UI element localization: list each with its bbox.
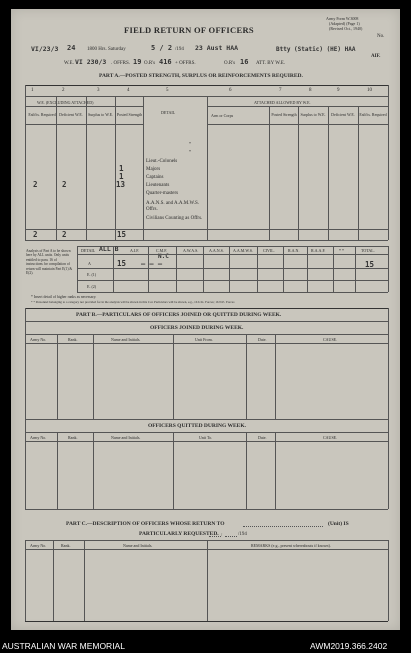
partc-hdr-remarks: REMARKS (e.g., present whereabouts if known). bbox=[251, 543, 331, 548]
joined-title: OFFICERS JOINED DURING WEEK. bbox=[150, 325, 244, 331]
joined-hdr-date: Date. bbox=[258, 337, 267, 342]
analysis-aif-value: 15 bbox=[117, 259, 127, 268]
row-estb-value: 2 bbox=[33, 180, 38, 189]
footer-credit: AUSTRALIAN WAR MEMORIAL bbox=[2, 641, 125, 651]
analysis-row-e2: E. (2) bbox=[87, 284, 97, 289]
ors-label: O.R's bbox=[144, 61, 156, 66]
detail-asterisk-1: * bbox=[189, 141, 191, 146]
unit-prefix-hand: 24 bbox=[67, 44, 76, 52]
col-num-9: 9 bbox=[337, 88, 340, 93]
total-bottom-rule bbox=[25, 240, 388, 241]
detail-aans: A.A.N.S. and A.A.M.W.S. Offrs. bbox=[146, 201, 200, 212]
hdr-deficient-left: Deficient W.E. bbox=[59, 112, 83, 117]
posted-majors: 1 bbox=[119, 164, 124, 173]
quitted-hdr-cause: CAUSE. bbox=[323, 435, 338, 440]
part-b-title: PART B.—PARTICULARS OF OFFICERS JOINED OR QUITTED DURING WEEK. bbox=[76, 312, 282, 318]
joined-hdr-name: Name and Initials. bbox=[111, 337, 141, 342]
part-c-title: PART C.—DESCRIPTION OF OFFICERS WHOSE RETURN TO bbox=[66, 521, 225, 527]
detail-lieutenants: Lieutenants bbox=[146, 183, 170, 188]
col-num-2: 2 bbox=[62, 88, 65, 93]
analysis-hdr-other: * * bbox=[339, 248, 344, 253]
we-label: W.E. bbox=[64, 61, 74, 66]
analysis-note: Analysis of Part A to be shown here by ALL units. Only units entitled to para. 16 of instructions for compilation of return will maintain Part E(1) & E(2). bbox=[26, 249, 73, 276]
analysis-row-a: A bbox=[88, 261, 91, 266]
detail-majors: Majors bbox=[146, 167, 161, 172]
analysis-hdr-ran: R.A.N. bbox=[288, 248, 300, 253]
col-num-8: 8 bbox=[309, 88, 312, 93]
att-label: ATT. BY W.E. bbox=[256, 61, 286, 66]
hdr-posted-left: Posted Strength bbox=[116, 112, 143, 117]
col-num-6: 6 bbox=[229, 88, 232, 93]
hdr-estb-left: Estb'ts. Required bbox=[28, 112, 56, 117]
analysis-cmf-hand: N.C bbox=[158, 253, 169, 260]
group-left-header: W.E. (EXCLUDING ATTACHED) bbox=[37, 100, 94, 105]
detail-asterisk-2: * bbox=[189, 149, 191, 154]
analysis-hdr-cmf: C.M.F. bbox=[156, 248, 168, 253]
quitted-hdr-armyno: Army No. bbox=[30, 435, 47, 440]
total-estb-value: 2 bbox=[33, 230, 38, 239]
quitted-title: OFFICERS QUITTED DURING WEEK. bbox=[148, 423, 246, 429]
form-ref-1: Army Form W.3008 bbox=[326, 16, 359, 21]
col-num-7: 7 bbox=[279, 88, 282, 93]
posted-lieutenants: 13 bbox=[116, 180, 126, 189]
part-a-top-rule bbox=[25, 85, 388, 86]
hdr-deficient-right: Deficient W.E. bbox=[331, 112, 355, 117]
part-a-title: PART A.—POSTED STRENGTH, SURPLUS OR REINFORCEMENTS REQUIRED. bbox=[99, 73, 303, 79]
partc-hdr-rank: Rank. bbox=[61, 543, 71, 548]
hdr-surplus-right: Surplus to W.E. bbox=[300, 112, 326, 117]
quitted-hdr-name: Name and Initials. bbox=[111, 435, 141, 440]
analysis-hdr-total: TOTAL. bbox=[361, 248, 375, 253]
analysis-header-rule bbox=[77, 254, 388, 255]
group-right-header: ATTACHED ALLOWED BY W.E. bbox=[254, 100, 311, 105]
hdr-surplus-left: Surplus to W.E. bbox=[87, 112, 114, 117]
footer-accession: AWM2019.366.2402 bbox=[310, 641, 388, 651]
form-ref-3: (Revised Oct., 1940) bbox=[329, 26, 363, 31]
total-posted-value: 15 bbox=[117, 230, 127, 239]
date-hand: 5 / 2 bbox=[151, 44, 173, 52]
analysis-hdr-aif: A.I.F. bbox=[130, 248, 140, 253]
col-num-5: 5 bbox=[166, 88, 169, 93]
ors2-label: O.R's bbox=[224, 61, 236, 66]
form-title: FIELD RETURN OF OFFICERS bbox=[124, 25, 254, 35]
note-1: * Insert detail of higher ranks as necessary. bbox=[31, 295, 97, 299]
quitted-hdr-rank: Rank. bbox=[68, 435, 78, 440]
hdr-estb-right: Estb'ts. Required bbox=[359, 112, 387, 117]
unit-prefix: VI/23/3 bbox=[31, 45, 59, 53]
quitted-hdr-unitto: Unit To. bbox=[199, 435, 213, 440]
part-c-year: /194 bbox=[238, 532, 247, 537]
offrs-label: . OFFRS. bbox=[111, 61, 131, 66]
analysis-top-rule bbox=[77, 246, 388, 247]
hdr-posted-right: Posted Strength bbox=[271, 112, 297, 117]
analysis-hdr-aamws: A.A.M.W.S. bbox=[233, 248, 253, 253]
analysis-hdr-raaf: R.A.A.F. bbox=[311, 248, 326, 253]
joined-hdr-unitfrom: Unit From. bbox=[195, 337, 213, 342]
joined-hdr-cause: CAUSE. bbox=[323, 337, 338, 342]
col-num-1: 1 bbox=[31, 88, 34, 93]
offrs-value: 19 bbox=[133, 58, 142, 66]
col-num-10: 10 bbox=[367, 88, 372, 93]
col-num-3: 3 bbox=[97, 88, 100, 93]
hdr-arm-corps: Arm or Corps bbox=[211, 113, 234, 118]
hrs-label: 1800 Hrs. Saturday bbox=[87, 47, 126, 52]
partc-hdr-name: Name and Initials. bbox=[123, 543, 153, 548]
detail-captains: Captains bbox=[146, 175, 164, 180]
ors-value: 416 bbox=[159, 58, 172, 66]
form-sheet: FIELD RETURN OF OFFICERS Army Form W.3008 (Adapted) (Page 1) (Revised Oct., 1940) No. VI/23/3 24 1800 Hrs. Saturday 5 / 2 /194 23 Aust HAA Btty (Static) (HE) HAA AIF. W.E. VI 230/3 . OFFRS. 19 O.R's 416 + OFFRS. O.R's 16 ATT. BY W.E. PART A.—POSTED STRENGTH, SURPLUS OR REINFORCEMENTS REQUIRED. 1 2 3 4 5 6 7 8 9 10 W.E. (EXCLUDING ATTACHED) ATTACHED ALLOWED BY W.E. Estb'ts. Required Deficient W.E. Surplus to W.E. Posted Strength DETAIL Arm or Corps Posted Strength Surplus to W.E. Deficient W.E. Estb'ts. Required * * Lieut.-Colonels Majors Captains Lieutenants Quarter-masters A.A.N.S. and A.A.M.W.S. Offrs. Civilians Counting as Offrs. 1 1 13 2 2 2 2 15 Analysis of Part A to be shown here by ALL units. Only units entitled to para. 16 of instructions for compilation of return will maintain Part E(1) & E(2). DETAIL ALL B A.I.F. C.M.F. N.C A.W.A.S. A.A.N.S. A.A.M.W.S. CIVIL. R.A.N. R.A.A.F. * * TOTAL. A E. (1) E. (2) 15 — — — 15 * Insert detail of higher ranks as necessary. * * Personnel belonging to a category not provided for in the analysis will be shown in this Col. Particulars will be shown, e.g., 16 U.K. Forces; 16 N.E. Forces PART B.—PARTICULARS OF OFFICERS JOINED OR QUITTED DURING WEEK. OFFICERS JOINED DURING WEEK. Army No. Rank. Name and Initials. Unit From. Date. CAUSE. OFFICERS QUITTED DURING WEEK. Army No. Rank. Name and Initials. Unit To. Date. CAUSE. PART C.—DESCRIPTION OF OFFICERS WHOSE RETURN TO (Unit) IS PARTICULARLY REQUESTED. / /194 Army No. Rank. Name and Initials. REMARKS (e.g., present whereabouts if known). bbox=[11, 9, 400, 630]
analysis-total-value: 15 bbox=[365, 260, 375, 269]
part-c-unit-is: (Unit) IS bbox=[328, 521, 349, 527]
analysis-hdr-awas: A.W.A.S. bbox=[183, 248, 199, 253]
form-ref-2: (Adapted) (Page 1) bbox=[329, 21, 360, 26]
footer-bar bbox=[0, 640, 411, 653]
joined-hdr-rank: Rank. bbox=[68, 337, 78, 342]
serial-label: No. bbox=[377, 34, 385, 39]
aif-label: AIF. bbox=[371, 54, 381, 59]
header-rule-left bbox=[25, 124, 143, 125]
analysis-detail-hand: ALL B bbox=[99, 245, 119, 253]
quitted-hdr-date: Date. bbox=[258, 435, 267, 440]
unit-static: Btty (Static) (HE) HAA bbox=[276, 46, 356, 53]
col-num-4: 4 bbox=[127, 88, 130, 93]
analysis-row-e1: E. (1) bbox=[87, 272, 97, 277]
detail-quartermasters: Quarter-masters bbox=[146, 191, 179, 196]
detail-lt-colonels: Lieut.-Colonels bbox=[146, 159, 178, 164]
row-deficient-value: 2 bbox=[62, 180, 67, 189]
part-c-requested: PARTICULARLY REQUESTED. bbox=[139, 531, 219, 537]
analysis-hdr-aans: A.A.N.S. bbox=[209, 248, 224, 253]
we-value: VI 230/3 bbox=[75, 58, 107, 66]
posted-captains: 1 bbox=[119, 172, 124, 181]
plus-offrs-label: + OFFRS. bbox=[175, 61, 196, 66]
note-2: * * Personnel belonging to a category not provided for in the analysis will be shown in this Col. Particulars will be shown, e.g., 16 U.K. Forces; 16 N.E. Forces bbox=[31, 300, 235, 304]
total-deficient-value: 2 bbox=[62, 230, 67, 239]
detail-civilians: Civilians Counting as Offrs. bbox=[146, 216, 203, 221]
analysis-dashes: — — — bbox=[141, 260, 163, 268]
year-label: /194 bbox=[175, 47, 184, 52]
analysis-hdr-civil: CIVIL. bbox=[263, 248, 275, 253]
partc-hdr-armyno: Army No. bbox=[30, 543, 47, 548]
hdr-detail: DETAIL bbox=[161, 110, 176, 115]
ors2-value: 16 bbox=[240, 58, 249, 66]
unit-hand: 23 Aust HAA bbox=[195, 44, 239, 52]
group-left-rule bbox=[25, 106, 143, 107]
analysis-hdr-detail: DETAIL bbox=[81, 248, 96, 253]
joined-hdr-armyno: Army No. bbox=[30, 337, 47, 342]
part-b-top-rule bbox=[25, 308, 388, 309]
